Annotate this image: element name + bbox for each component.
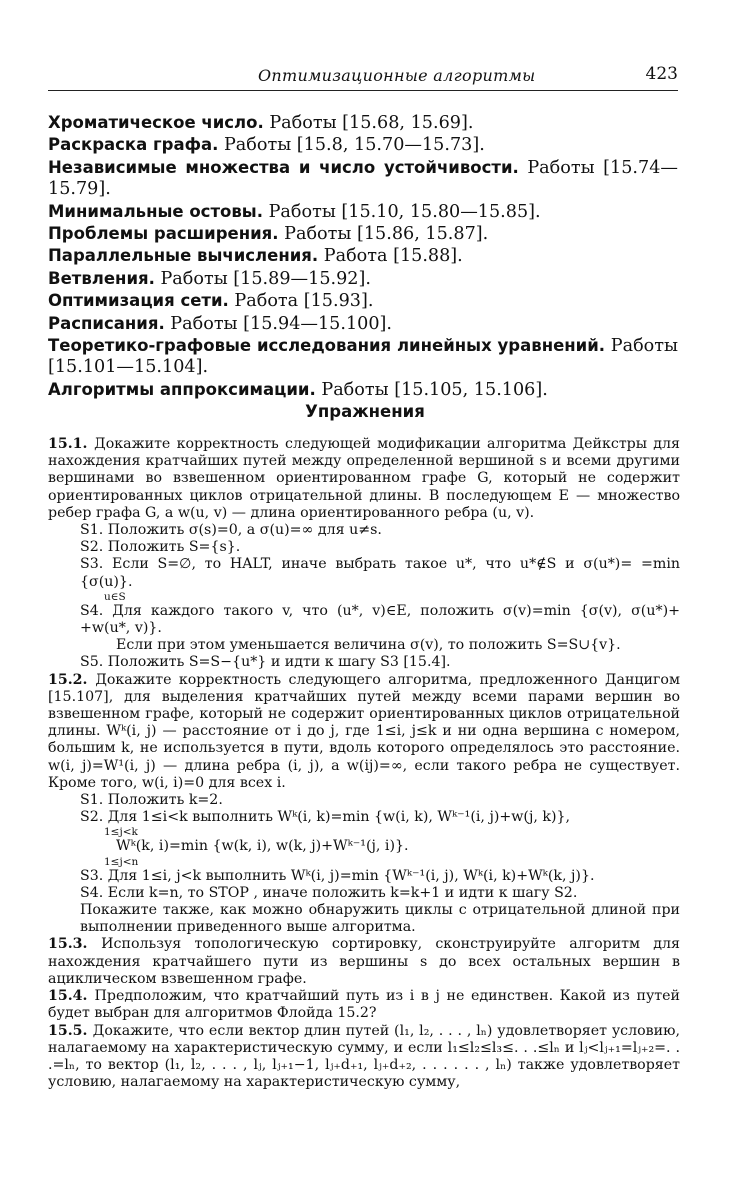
entry-refs: Работы [15.89—15.92]. [154, 268, 371, 289]
entry-refs: Работы [15.94—15.100]. [164, 313, 392, 334]
exercise-text: S4. Если k=n, то STOP , иначе положить k=k+1 и идти к шагу S2. [80, 884, 578, 901]
entry-term: Минимальные остовы. [48, 201, 263, 221]
entry-refs: Работы [15.101—15.104]. [48, 336, 679, 378]
exercise-paragraph [48, 556, 680, 590]
exercise-paragraph [48, 885, 680, 902]
exercise-text: Предположим, что кратчайший путь из i в j не единствен. Какой из путей будет выбран для алгоритмов Флойда 15.2? [48, 988, 680, 1022]
bibliography-entry [48, 134, 678, 156]
exercise-number: 15.5. [48, 1022, 93, 1039]
exercise-paragraph [48, 591, 680, 603]
entry-refs: Работы [15.86, 15.87]. [278, 224, 489, 245]
exercise-paragraph [48, 826, 680, 838]
bibliography-entry [48, 268, 678, 290]
entry-term: Алгоритмы аппроксимации. [48, 379, 316, 399]
bibliography-entry [48, 313, 678, 335]
bibliography-entry [48, 157, 678, 201]
exercise-text: S3. Если S=∅, то HALT, иначе выбрать такое u*, что u*∉S и σ(u*)= =min {σ(u)}. [80, 556, 680, 590]
exercise-text: Докажите, что если вектор длин путей (l₁, l₂, . . . , lₙ) удовлетворяет условию, налагаемому на характеристическую сумму, и если l₁≤l₂≤l₃≤. . .≤lₙ и lⱼ<lⱼ₊₁=lⱼ₊₂=. . .=lₙ, то вектор (l₁, l₂, . . . , lⱼ, lⱼ₊₁−1, lⱼ₊d₊₁, lⱼ₊d₊₂, . . . . . . , lₙ) также удовлетворяет условию, налагаемому на характеристическую сумму, [48, 1022, 680, 1091]
exercise-text: Покажите также, как можно обнаружить циклы с отрицательной длиной при выполнении приведенного выше алгоритма. [80, 902, 680, 936]
exercise-text: Wᵏ(k, i)=min {w(k, i), w(k, j)+Wᵏ⁻¹(j, i)}. [116, 838, 409, 855]
exercise-paragraph [48, 672, 680, 792]
exercise-text: S1. Положить σ(s)=0, а σ(u)=∞ для u≠s. [80, 522, 382, 539]
exercise-paragraph [48, 522, 680, 539]
exercise-paragraph [48, 654, 680, 671]
bibliography-entry [48, 379, 678, 401]
entry-term: Расписания. [48, 313, 165, 333]
entry-term: Раскраска графа. [48, 135, 219, 155]
exercise-text: Если при этом уменьшается величина σ(v), то положить S=S∪{v}. [116, 637, 621, 654]
entry-term: Теоретико-графовые исследования линейных уравнений. [48, 336, 606, 356]
exercise-text: S4. Для каждого такого v, что (u*, v)∈E, положить σ(v)=min {σ(v), σ(u*)+ +w(u*, v)}. [80, 602, 680, 637]
bibliography-entry [48, 335, 678, 379]
exercise-paragraph [48, 856, 680, 868]
exercise-text: Используя топологическую сортировку, сконструируйте алгоритм для нахождения кратчайшего пути из вершины s до всех остальных вершин в ациклическом взвешенном графе. [48, 936, 680, 987]
exercise-paragraph [48, 936, 680, 988]
exercise-text: S5. Положить S=S−{u*} и идти к шагу S3 [15.4]. [80, 654, 451, 671]
bibliography-list [48, 112, 678, 401]
exercise-text: S3. Для 1≤i, j<k выполнить Wᵏ(i, j)=min {Wᵏ⁻¹(i, j), Wᵏ(i, k)+Wᵏ(k, j)}. [80, 867, 595, 884]
entry-refs: Работа [15.93]. [228, 291, 374, 312]
exercise-number: 15.3. [48, 936, 102, 953]
exercise-paragraph [48, 603, 680, 637]
section-heading: Упражнения [305, 402, 425, 421]
exercise-paragraph [48, 637, 680, 654]
exercise-paragraph [48, 809, 680, 826]
bibliography-entry [48, 112, 678, 134]
exercise-text: S2. Положить S={s}. [80, 539, 241, 556]
entry-term: Независимые множества и число устойчивости. [48, 157, 519, 177]
exercise-text: 1≤j<n [104, 855, 139, 868]
entry-refs: Работа [15.88]. [318, 246, 463, 267]
running-header [48, 64, 678, 91]
running-title: Оптимизационные алгоритмы [258, 66, 536, 85]
entry-term: Ветвления. [48, 268, 155, 288]
entry-term: Параллельные вычисления. [48, 246, 319, 266]
exercise-text: u∈S [104, 590, 126, 603]
entry-term: Оптимизация сети. [48, 291, 229, 311]
bibliography-entry [48, 245, 678, 267]
exercise-text: S2. Для 1≤i<k выполнить Wᵏ(i, k)=min {w(i, k), Wᵏ⁻¹(i, j)+w(j, k)}, [80, 809, 571, 826]
exercise-paragraph [48, 902, 680, 936]
bibliography-entry [48, 223, 678, 245]
exercise-paragraph [48, 838, 680, 855]
exercise-paragraph [48, 988, 680, 1022]
exercise-number: 15.2. [48, 671, 96, 688]
exercises-list [48, 436, 680, 1091]
entry-refs: Работы [15.10, 15.80—15.85]. [262, 201, 541, 222]
entry-term: Проблемы расширения. [48, 224, 279, 244]
page-number: 423 [645, 64, 678, 84]
exercise-number: 15.4. [48, 988, 95, 1005]
exercise-paragraph [48, 1023, 680, 1092]
entry-refs: Работы [15.68, 15.69]. [263, 113, 474, 133]
entry-refs: Работы [15.74—15.79]. [48, 157, 678, 200]
exercise-text: Докажите корректность следующего алгоритма, предложенного Данцигом [15.107], для выделения кратчайших путей между всеми парами вершин во взвешенном графе, который не содержит ориентированных циклов отрицательной длины. Wᵏ(i, j) — расстояние от i до j, где 1≤i, j≤k и ни одна вершина с номером, большим k, не используется в пути, вдоль которого определялось это расстояние. w(i, j)=W¹(i, j) — длина ребра (i, j), а w(ij)=∞, если такого ребра не существует. Кроме того, w(i, i)=0 для всех i. [48, 671, 680, 791]
bibliography-entry [48, 201, 678, 223]
exercise-text: Докажите корректность следующей модификации алгоритма Дейкстры для нахождения кратчайших путей между определенной вершиной s и всеми другими вершинами во взвешенном ориентированном графе G, который не содержит ориентированных циклов отрицательной длины. В последующем E — множество ребер графа G, а w(u, v) — длина ориентированного ребра (u, v). [48, 436, 680, 521]
entry-term: Хроматическое число. [48, 113, 264, 132]
entry-refs: Работы [15.105, 15.106]. [315, 379, 548, 400]
exercise-paragraph [48, 792, 680, 809]
exercise-paragraph [48, 436, 680, 522]
exercise-number: 15.1. [48, 436, 95, 452]
exercise-paragraph [48, 868, 680, 885]
bibliography-entry [48, 290, 678, 312]
exercise-paragraph [48, 539, 680, 556]
entry-refs: Работы [15.8, 15.70—15.73]. [218, 135, 485, 156]
exercise-text: S1. Положить k=2. [80, 792, 223, 809]
exercise-text: 1≤j<k [104, 826, 138, 839]
